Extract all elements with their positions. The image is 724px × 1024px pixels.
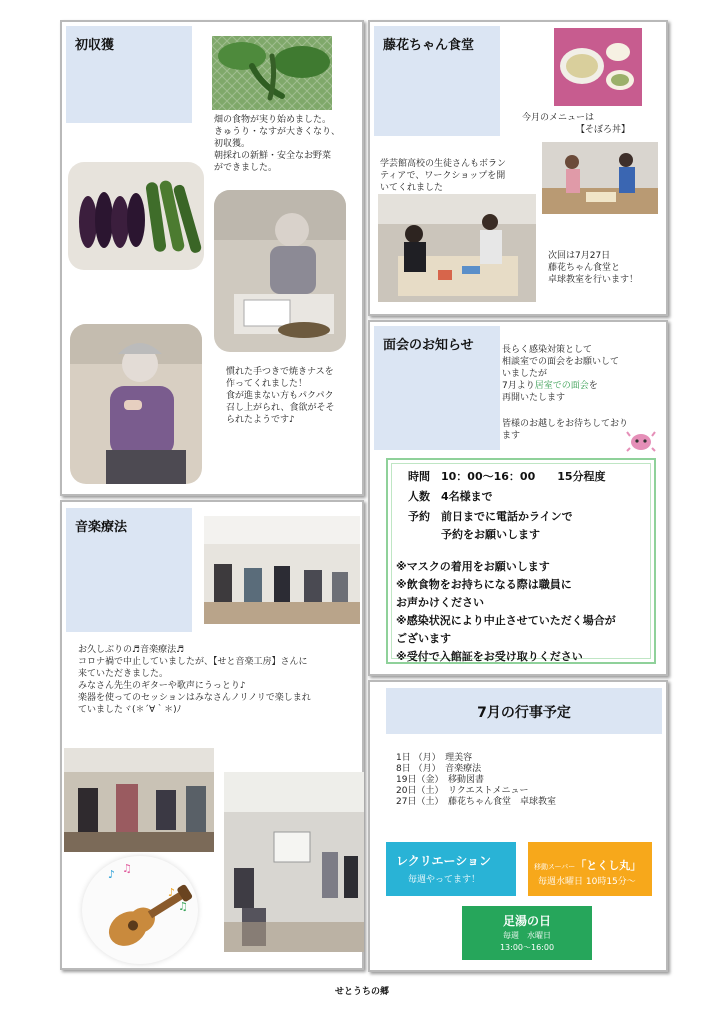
svg-text:♪: ♪ (168, 886, 176, 899)
supermarket-sub: 毎週水曜日 10時15分～ (538, 877, 636, 887)
instruments-image (64, 748, 214, 852)
cafeteria-photo-food (554, 28, 642, 106)
visit-detail-reserve: 予約 前日までに電話かラインで (408, 510, 573, 523)
ukulele-icon (82, 856, 198, 964)
workshop-image (378, 194, 536, 302)
music-panel (60, 500, 364, 970)
harvest-photo-vegetables (68, 162, 204, 270)
performance-image (224, 772, 364, 952)
supermarket-heading (534, 854, 641, 873)
vegetables-image (68, 162, 204, 270)
harvest-title-box (66, 26, 192, 123)
cafeteria-menu-name: 【そぼろ丼】 (576, 125, 631, 135)
footbath-badge (462, 906, 592, 960)
visit-detail-cancel: ※感染状況により中止させていただく場合が (396, 614, 616, 627)
footbath-title: 足湯の日 (502, 914, 551, 928)
svg-text:♫: ♫ (122, 862, 132, 875)
harvest-photo-eating (70, 324, 202, 484)
harvest-photo-cooking (214, 190, 346, 352)
recreation-badge (386, 842, 516, 896)
visit-detail-pass: ※受付で入館証をお受け取りください (396, 650, 583, 663)
visit-notice-b: を 再開いたします (502, 381, 598, 403)
visit-detail-food: ※飲食物をお持ちになる際は職員に (396, 578, 572, 591)
cooking-image (214, 190, 346, 352)
event-item: 8日 （月） 音楽療法 (396, 764, 482, 774)
footbath-sub2: 13:00～16:00 (499, 943, 555, 952)
events-panel (368, 680, 668, 972)
visit-detail-cancel-2: ございます (396, 632, 451, 645)
harvest-photo-vines (212, 36, 332, 110)
cafeteria-panel (368, 20, 668, 316)
supermarket-prefix: 移動スーパー (534, 863, 576, 871)
harvest-title: 初収獲 (75, 38, 115, 53)
harvest-panel (60, 20, 364, 496)
visit-notice-c: 皆様のお越しをお待ちしており ます (502, 419, 629, 441)
vine-image (212, 36, 332, 110)
germ-icon (626, 430, 656, 452)
visit-details-box (386, 458, 656, 664)
harvest-text-2: 慣れた手つきで焼きナスを 作ってくれました！ 食が進まない方もパクパク 召し上がられ、食欲がそそ られたようです♪ (226, 367, 335, 425)
event-item: 27日（土） 藤花ちゃん食堂 卓球教室 (396, 797, 556, 807)
visit-notice-a: 長らく感染対策として 相談室での面会をお願いして いましたが 7月より (502, 345, 620, 391)
event-item: 20日（土） リクエストメニュー (396, 786, 529, 796)
visit-detail-time: 時間 10：00～16：00 15分程度 (408, 470, 606, 483)
visit-panel (368, 320, 668, 676)
visit-detail-mask: ※マスクの着用をお願いします (396, 560, 550, 573)
cafeteria-photo-kids (542, 142, 658, 214)
event-item: 1日 （月） 理美容 (396, 753, 473, 763)
visit-notice-highlight: 居室での面会 (534, 381, 589, 391)
cafeteria-menu-label: 今月のメニューは (522, 113, 595, 123)
visit-title: 面会のお知らせ (383, 338, 474, 353)
cafeteria-next-text: 次回は7月27日 藤花ちゃん食堂と 卓球教室を行います！ (548, 251, 639, 285)
svg-text:♪: ♪ (108, 868, 116, 881)
cafeteria-title-box (374, 26, 500, 136)
cafeteria-title: 藤花ちゃん食堂 (383, 38, 475, 53)
events-title-box (386, 688, 662, 734)
eating-image (70, 324, 202, 484)
supermarket-badge (528, 842, 652, 896)
kids-image (542, 142, 658, 214)
cafeteria-volunteer-text: 学芸館高校の生徒さんもボラン ティアで、ワークショップを開 いてくれました (380, 159, 507, 193)
visit-detail-people: 人数 4名様まで (408, 490, 493, 503)
ukulele-illustration (82, 856, 198, 964)
food-image (554, 28, 642, 106)
visit-notice (502, 332, 662, 404)
music-title-box (66, 508, 192, 632)
visit-title-box (374, 326, 500, 450)
event-item: 19日（金） 移動図書 (396, 775, 484, 785)
cafeteria-photo-workshop (378, 194, 536, 302)
music-photo-instruments (64, 748, 214, 852)
music-photo-group (204, 516, 360, 624)
footer-label: せとうちの郷 (334, 987, 389, 997)
recreation-title: レクリエーション (396, 854, 492, 868)
svg-text:♫: ♫ (178, 900, 188, 913)
music-group-image (204, 516, 360, 624)
visit-detail-reserve-2: 予約をお願いします (408, 528, 540, 541)
harvest-text-1: 畑の食物が実り始めました。 きゅうり・なすが大きくなり、 初収獲。 朝採れの新鮮・安全なお野菜 ができました。 (214, 115, 341, 173)
recreation-sub: 毎週やってます！ (408, 875, 481, 885)
footbath-sub1: 毎週 水曜日 (503, 931, 551, 940)
music-text: お久しぶりの♬音楽療法♬ コロナ禍で中止していましたが、【せと音楽工房】さんに 来ていただきました。 みなさん先生のギターや歌声にうっとり♪ 楽器を使ってのセッションはみなさんノリノリで楽しまれ ていましたヾ(＊´∀｀＊)ﾉ (78, 645, 311, 715)
music-photo-performance (224, 772, 364, 952)
music-title: 音楽療法 (75, 520, 128, 535)
visit-detail-food-2: お声かけください (396, 596, 484, 609)
supermarket-name: 「とくし丸」 (575, 859, 642, 872)
events-title: 7月の行事予定 (477, 705, 571, 721)
